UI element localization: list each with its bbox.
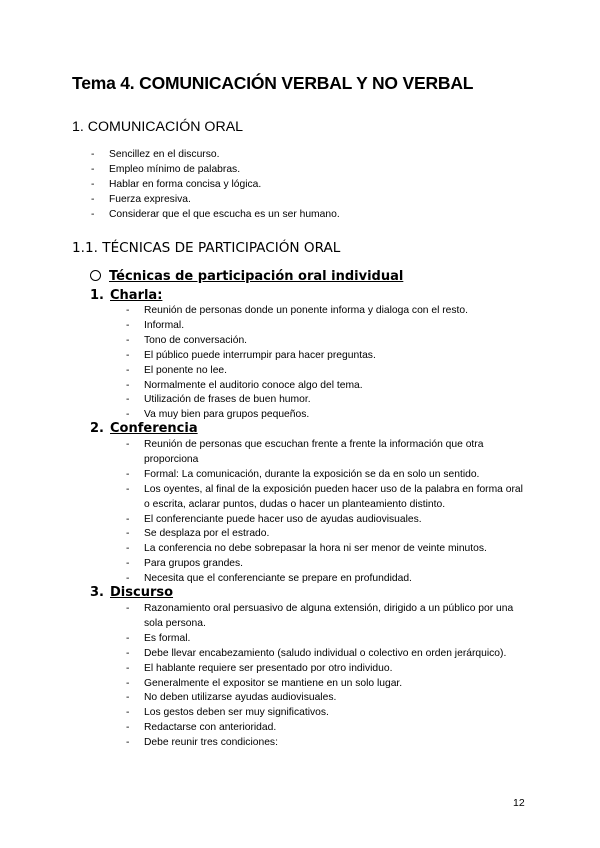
list-item: - Es formal.	[126, 632, 191, 644]
discurso-list	[126, 602, 524, 751]
list-item: - El público puede interrumpir para hacer preguntas.	[126, 349, 376, 361]
list-item: - Debe reunir tres condiciones:	[126, 737, 278, 749]
list-item: - Para grupos grandes.	[126, 558, 244, 570]
list-item: - Generalmente el expositor se mantiene en un solo lugar.	[126, 677, 403, 689]
section-heading-tecnicas: 1.1. TÉCNICAS DE PARTICIPACIÓN ORAL	[72, 240, 341, 256]
circle-bullet-icon	[90, 270, 101, 281]
list-item: - Reunión de personas donde un ponente informa y dialoga con el resto.	[126, 305, 469, 316]
list-item: - Sencillez en el discurso.	[91, 149, 220, 160]
list-item: - Hablar en forma concisa y lógica.	[91, 178, 262, 190]
list-item: - El ponente no lee.	[126, 364, 228, 376]
list-item: - Empleo mínimo de palabras.	[91, 163, 241, 175]
comunicacion-oral-list	[91, 148, 340, 223]
list-item: - Formal: La comunicación, durante la exposición se da en solo un sentido.	[126, 468, 480, 480]
conferencia-list	[126, 438, 524, 587]
list-item: - La conferencia no debe sobrepasar la hora ni ser menor de veinte minutos.	[126, 543, 487, 555]
page-number: 12	[513, 797, 525, 809]
list-item: - Utilización de frases de buen humor.	[126, 394, 311, 406]
list-item: - Reunión de personas que escuchan frente a frente la información que otra proporciona	[126, 439, 484, 465]
list-item: - El hablante requiere ser presentado por otro individuo.	[126, 662, 393, 674]
heading-conferencia: 2. Conferencia	[90, 421, 198, 436]
list-item: - No deben utilizarse ayudas audiovisuales.	[126, 692, 337, 704]
list-item: - Necesita que el conferenciante se prepare en profundidad.	[126, 573, 412, 585]
list-item: - Informal.	[126, 319, 185, 331]
list-item: - Normalmente el auditorio conoce algo del tema.	[126, 379, 363, 391]
list-item: - Los oyentes, al final de la exposición pueden hacer uso de la palabra en forma oral o escrita, aclarar puntos, dudas o hacer un planteamiento distinto.	[126, 483, 523, 510]
list-item: - Tono de conversación.	[126, 334, 248, 346]
heading-charla: 1. Charla:	[90, 288, 163, 303]
list-item: - Debe llevar encabezamiento (saludo individual o colectivo en orden jerárquico).	[126, 647, 507, 659]
section-heading-comunicacion-oral: 1. COMUNICACIÓN ORAL	[72, 119, 244, 135]
list-item: - Se desplaza por el estrado.	[126, 528, 270, 540]
list-item: - Redactarse con anterioridad.	[126, 722, 277, 734]
list-item: - Considerar que el que escucha es un ser humano.	[91, 208, 340, 220]
list-item: - Razonamiento oral persuasivo de alguna extensión, dirigido a un público por una sola persona.	[126, 603, 514, 629]
list-item: - El conferenciante puede hacer uso de ayudas audiovisuales.	[126, 513, 422, 525]
list-item: - Los gestos deben ser muy significativos.	[126, 707, 329, 719]
heading-discurso: 3. Discurso	[90, 585, 174, 600]
charla-list	[126, 304, 469, 423]
page-title: Tema 4. COMUNICACIÓN VERBAL Y NO VERBAL	[72, 73, 474, 93]
list-item: - Va muy bien para grupos pequeños.	[126, 409, 310, 421]
list-item: - Fuerza expresiva.	[91, 193, 191, 205]
subheading-tecnicas-individual: Técnicas de participación oral individual	[90, 269, 403, 284]
